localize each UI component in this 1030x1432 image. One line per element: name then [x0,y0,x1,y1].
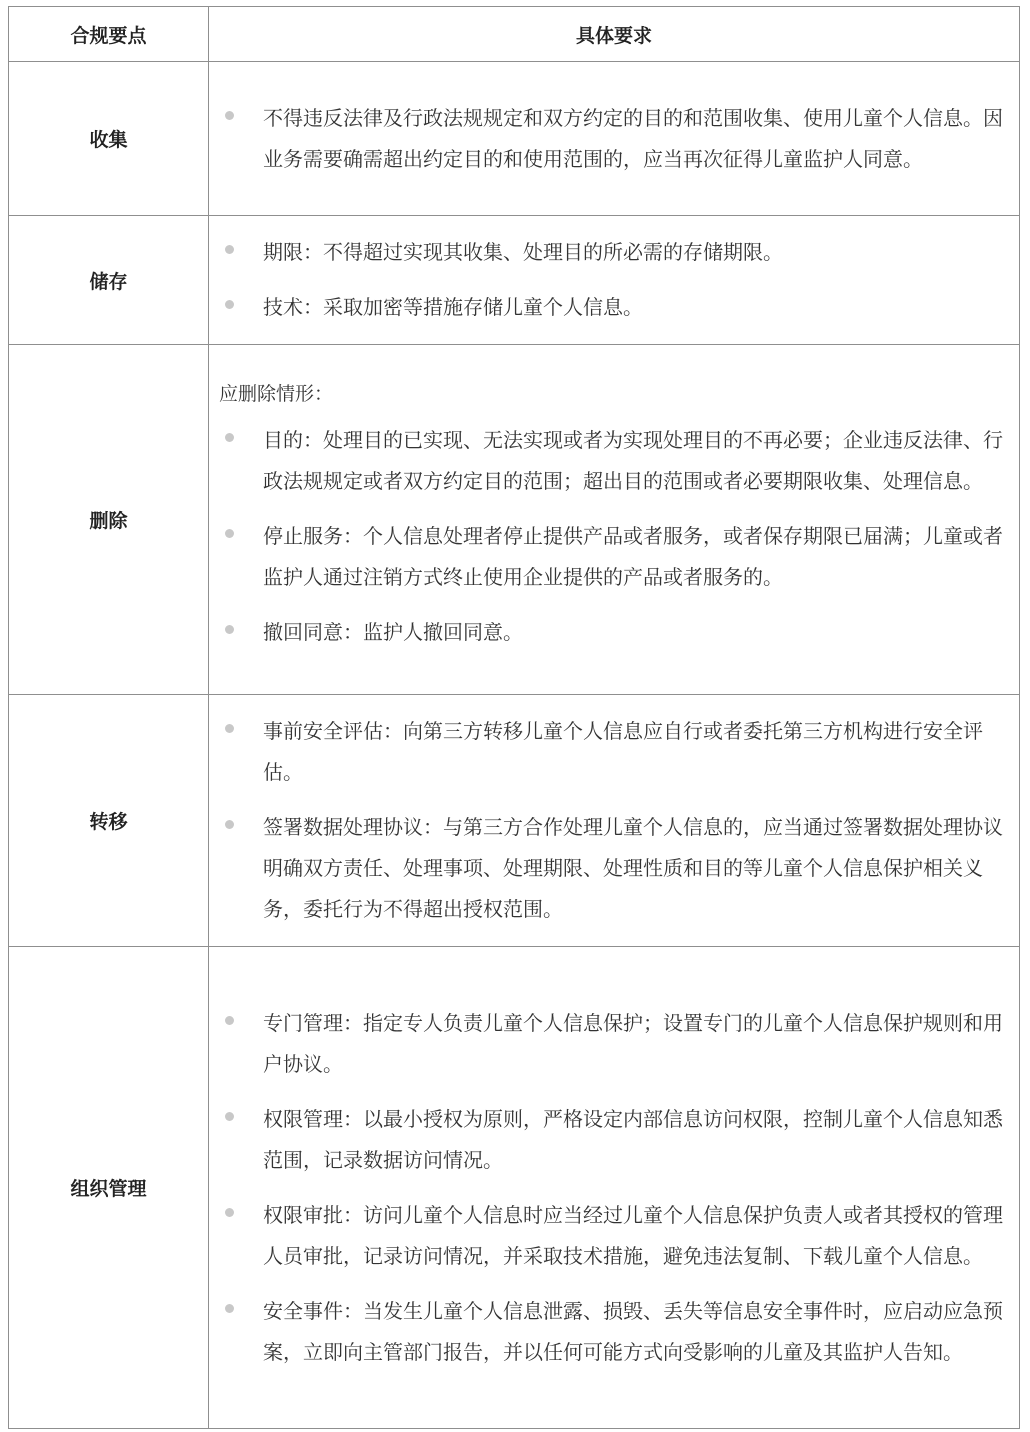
list-item: 权限管理：以最小授权为原则，严格设定内部信息访问权限，控制儿童个人信息知悉范围，记录数据访问情况。 [219,1099,1007,1181]
table-row [9,345,1020,695]
compliance-point: 收集 [9,62,209,216]
header-compliance-point: 合规要点 [9,7,209,62]
bullet-dot-icon [225,1112,234,1121]
requirements-cell [209,216,1020,345]
table-row [9,695,1020,947]
list-item: 不得违反法律及行政法规规定和双方约定的目的和范围收集、使用儿童个人信息。因业务需要确需超出约定目的和使用范围的，应当再次征得儿童监护人同意。 [219,98,1007,180]
list-item: 停止服务：个人信息处理者停止提供产品或者服务，或者保存期限已届满；儿童或者监护人通过注销方式终止使用企业提供的产品或者服务的。 [219,516,1007,598]
list-item: 安全事件：当发生儿童个人信息泄露、损毁、丢失等信息安全事件时，应启动应急预案，立即向主管部门报告，并以任何可能方式向受影响的儿童及其监护人告知。 [219,1291,1007,1373]
requirement-list [219,232,1007,328]
list-item: 技术：采取加密等措施存储儿童个人信息。 [219,287,1007,328]
list-item: 事前安全评估：向第三方转移儿童个人信息应自行或者委托第三方机构进行安全评估。 [219,711,1007,793]
list-item: 期限：不得超过实现其收集、处理目的所必需的存储期限。 [219,232,1007,273]
list-item: 专门管理：指定专人负责儿童个人信息保护；设置专门的儿童个人信息保护规则和用户协议。 [219,1003,1007,1085]
bullet-dot-icon [225,1208,234,1217]
requirements-cell [209,695,1020,947]
list-item: 权限审批：访问儿童个人信息时应当经过儿童个人信息保护负责人或者其授权的管理人员审批，记录访问情况，并采取技术措施，避免违法复制、下载儿童个人信息。 [219,1195,1007,1277]
compliance-point: 储存 [9,216,209,345]
table-row [9,947,1020,1429]
compliance-point: 转移 [9,695,209,947]
list-item: 签署数据处理协议：与第三方合作处理儿童个人信息的，应当通过签署数据处理协议明确双方责任、处理事项、处理期限、处理性质和目的等儿童个人信息保护相关义务，委托行为不得超出授权范围。 [219,807,1007,930]
bullet-dot-icon [225,724,234,733]
bullet-dot-icon [225,1304,234,1313]
requirements-cell [209,62,1020,216]
bullet-dot-icon [225,300,234,309]
bullet-dot-icon [225,625,234,634]
table-row [9,216,1020,345]
bullet-dot-icon [225,245,234,254]
bullet-dot-icon [225,529,234,538]
requirements-cell [209,947,1020,1429]
requirement-intro: 应删除情形： [219,383,334,405]
compliance-table [8,6,1020,1429]
requirement-list [219,711,1007,930]
bullet-dot-icon [225,111,234,120]
table-row [9,62,1020,216]
requirement-list [219,98,1007,180]
bullet-dot-icon [225,820,234,829]
requirement-list [219,1003,1007,1373]
table-header-row [9,7,1020,62]
requirement-list [219,420,1007,653]
header-specific-requirements: 具体要求 [209,7,1020,62]
bullet-dot-icon [225,1016,234,1025]
requirements-cell [209,345,1020,695]
list-item: 目的：处理目的已实现、无法实现或者为实现处理目的不再必要；企业违反法律、行政法规规定或者双方约定目的范围；超出目的范围或者必要期限收集、处理信息。 [219,420,1007,502]
list-item: 撤回同意：监护人撤回同意。 [219,612,1007,653]
compliance-point: 删除 [9,345,209,695]
compliance-point: 组织管理 [9,947,209,1429]
bullet-dot-icon [225,433,234,442]
